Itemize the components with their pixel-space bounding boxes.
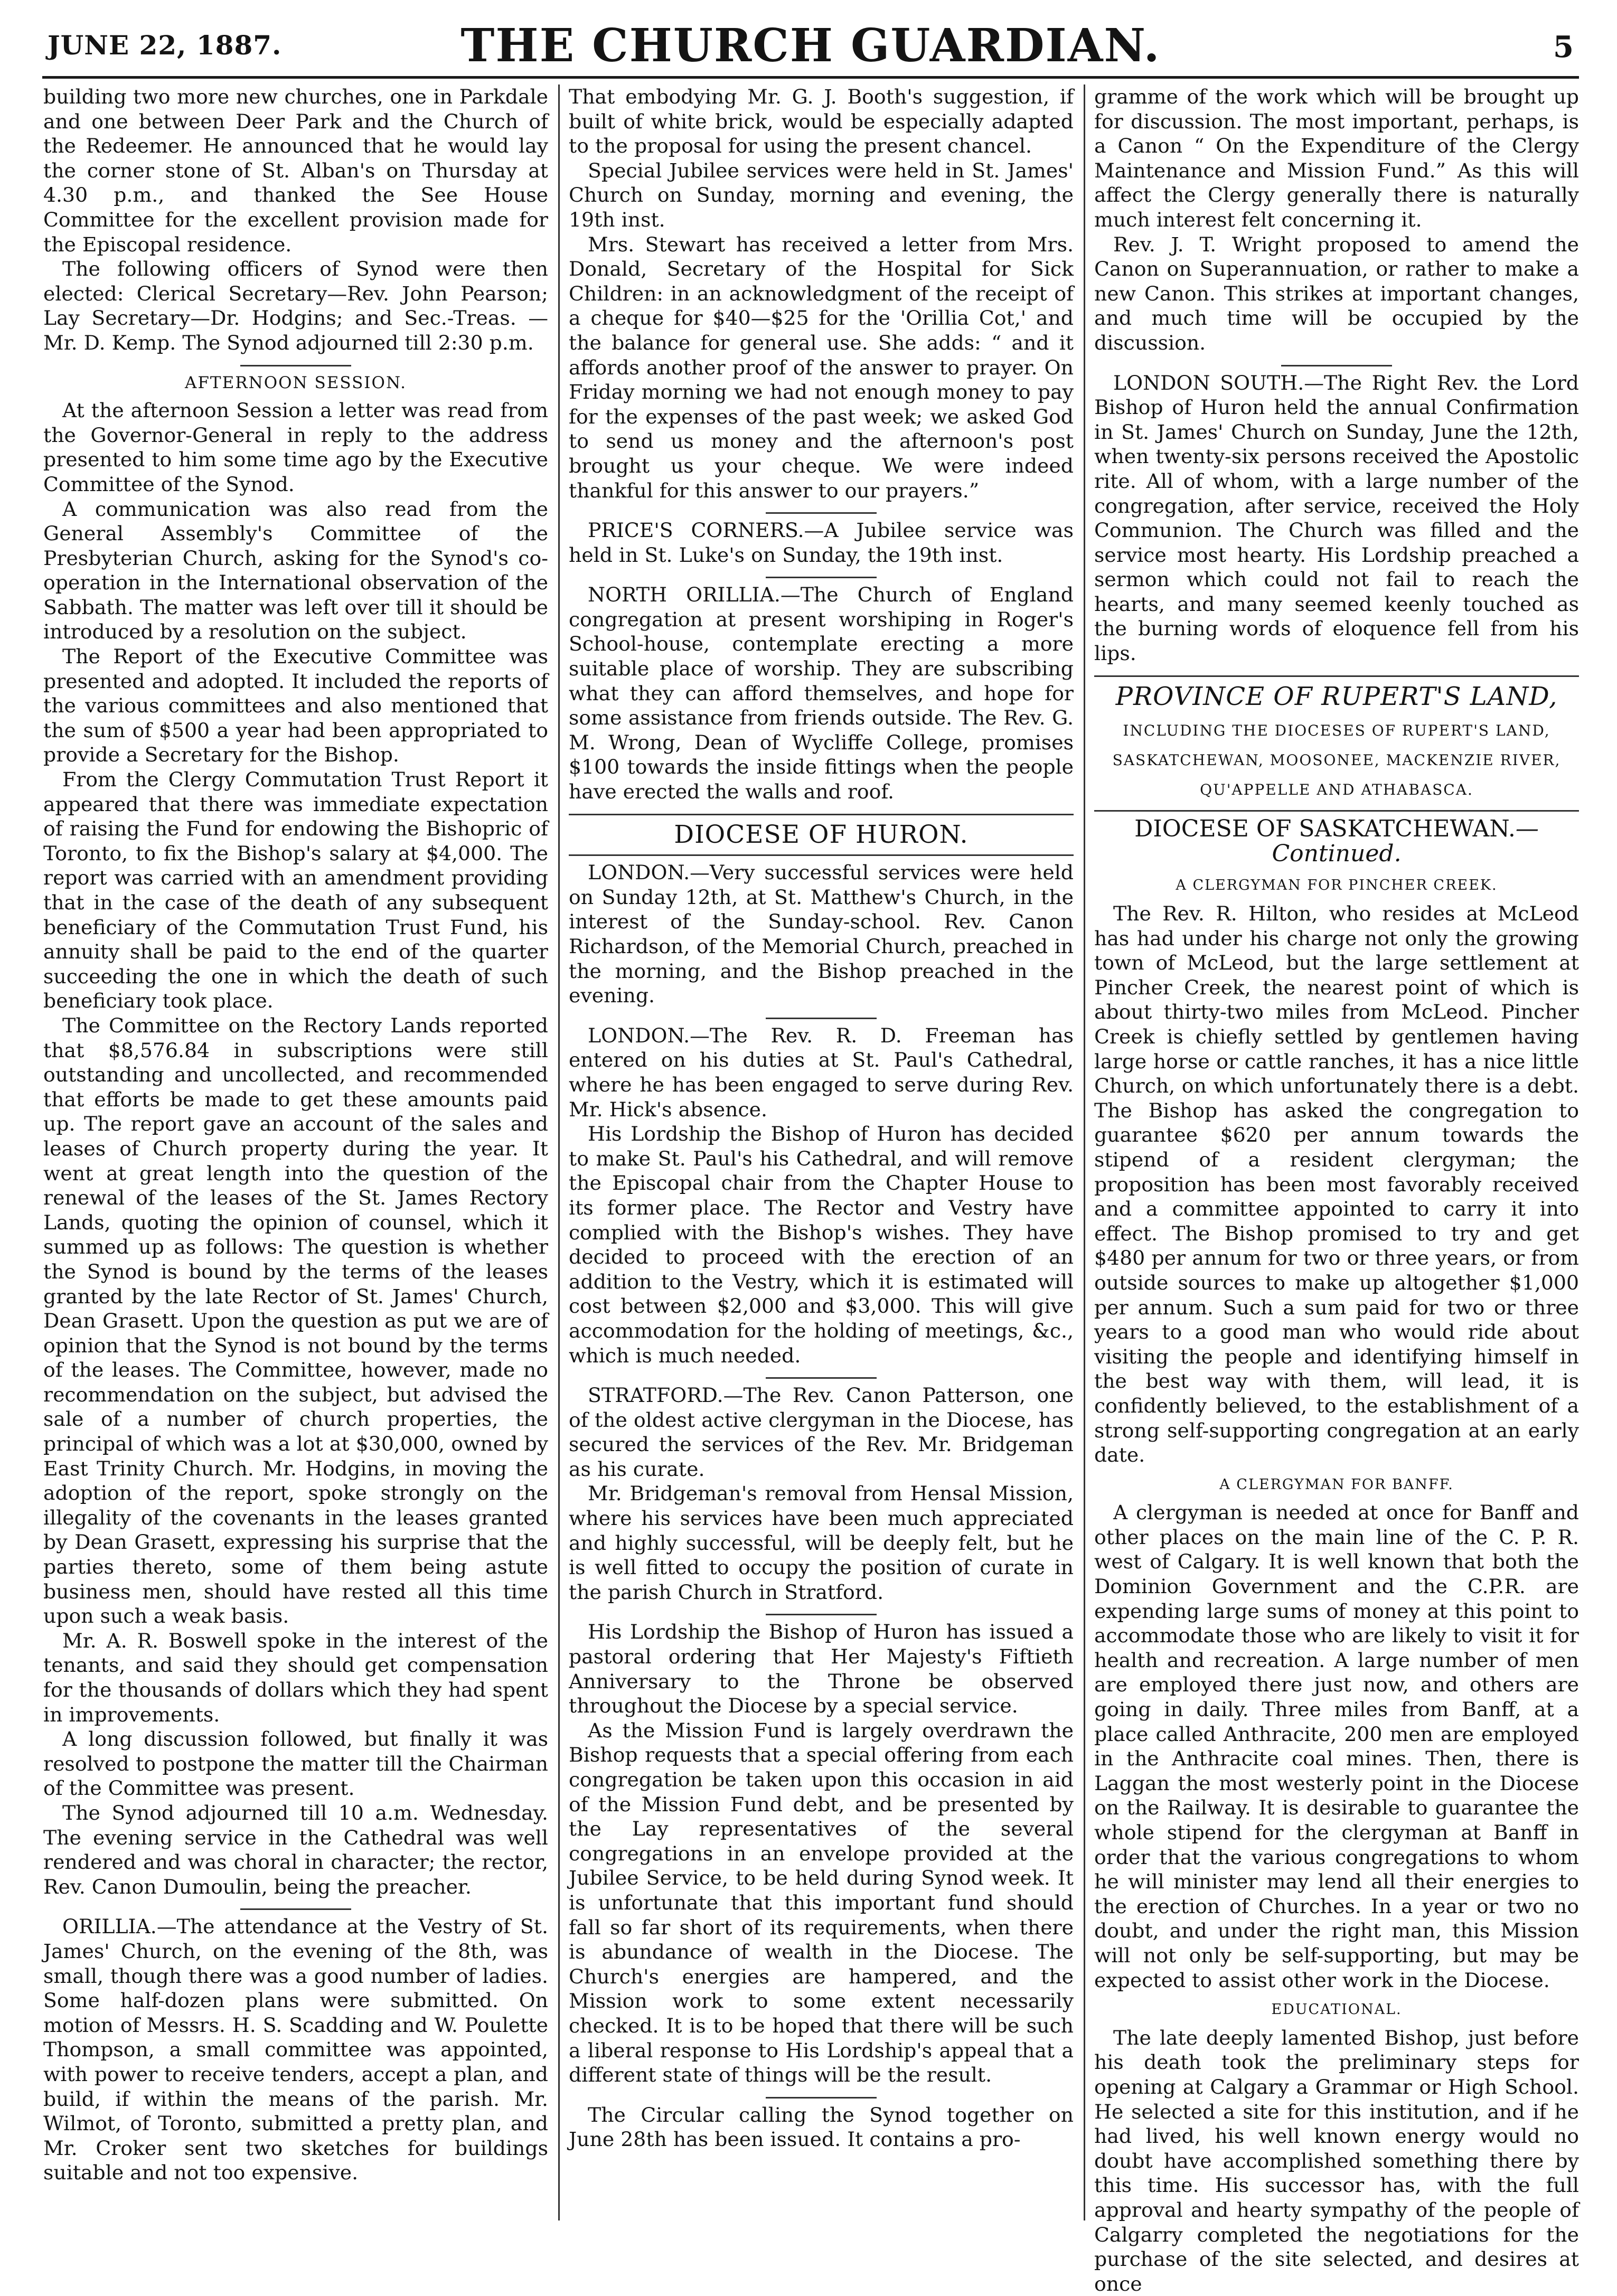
article-paragraph: That embodying Mr. G. J. Booth's suggestion, if built of white brick, would be especially adapted to the proposal for using the present chancel.: [569, 85, 1074, 158]
item-text: —The Church of England congregation at present worshiping in Roger's School-house, contemplate erecting a more suitable place of worship. They are subscribing what they can afford themselves, and hope for some assistance from friends outside. The Rev. G. M. Wrong, Dean of Wycliffe College, promises $100 towards the inside fittings when the people have erected the walls and roof.: [569, 583, 1074, 804]
article-paragraph: The Rev. R. Hilton, who resides at McLeod has had under his charge not only the growing town of McLeod, but the large settlement at Pincher Creek, the nearest point of which is about thirty-two miles from McLeod. Pincher Creek is chiefly settled by gentlemen having large horse or cattle ranches, it has a nice little Church, on which unfortunately there is a debt. The Bishop has asked the congregation to guarantee $620 per annum towards the stipend of a resident clergyman; the proposition has been most favorably received and a committee appointed to carry it into effect. The Bishop promised to try and get $480 per annum for two or three years, or from outside sources to make up altogether $1,000 per annum. Such a sum paid for two or three years to a good man who would ride about visiting the people and identifying himself in the best way with them, will lead, it is confidently believed, to the establishment of a strong self-supporting congregation at an early date.: [1094, 902, 1579, 1467]
column-3: [1094, 84, 1579, 2295]
section-rule: [766, 1377, 877, 1379]
section-rule: [766, 1614, 877, 1615]
province-heading: PROVINCE OF RUPERT'S LAND,: [1115, 681, 1558, 711]
article-paragraph: His Lordship the Bishop of Huron has decided to make St. Paul's his Cathedral, and will remove the Episcopal chair from the Chapter House to its former place. The Rector and Vestry have complied with the Bishop's wishes. They have decided to proceed with the erection of an addition to the Vestry, which it is estimated will cost between $2,000 and $3,000. This will give accommodation for the holding of meetings, &c., which is much needed.: [569, 1122, 1074, 1367]
page-number: 5: [1553, 30, 1574, 64]
article-paragraph: The Committee on the Rectory Lands reported that $8,576.84 in subscriptions were still outstanding and uncollected, and recommended that efforts be made to get these amounts paid up. The report gave an account of the sales and leases of Church property during the year. It went at great length into the question of the renewal of the leases of the St. James Rectory Lands, quoting the opinion of counsel, which it summed up as follows: The question is whether the Synod is bound by the terms of the leases granted by the late Rector of St. James' Church, Dean Grasett. Upon the question as put we are of opinion that the Synod is not bound by the terms of the leases. The Committee, however, made no recommendation on the subject, but advised the sale of a number of church properties, the principal of which was a lot at $30,000, owned by East Trinity Church. Mr. Hodgins, in moving the adoption of the report, spoke strongly on the illegality of the covenants in the leases granted by Dean Grasett, expressing his surprise that the parties thereto, some of them being astute business men, should have rested all this time upon such a weak basis.: [43, 1013, 548, 1628]
article-paragraph: Mr. A. R. Boswell spoke in the interest of the tenants, and said they should get compensation for the thousands of dollars which they had spent in improvements.: [43, 1629, 548, 1726]
article-paragraph: At the afternoon Session a letter was read from the Governor-General in reply to the address presented to him some time ago by the Executive Committee of the Synod.: [43, 399, 548, 496]
article-paragraph: A communication was also read from the General Assembly's Committee of the Presbyterian Church, asking for the Synod's co-operation in the International observation of the Sabbath. The matter was left over till it should be introduced by a resolution on the subject.: [43, 497, 548, 644]
item-lead: LONDON.: [588, 1023, 690, 1047]
newspaper-title: THE CHURCH GUARDIAN.: [460, 19, 1161, 72]
item-lead: LONDON SOUTH.: [1113, 371, 1304, 394]
section-rule: [1094, 675, 1579, 677]
article-paragraph: The following officers of Synod were then elected: Clerical Secretary—Rev. John Pearson; Lay Secretary—Dr. Hodgins; and Sec.-Treas. —Mr. D. Kemp. The Synod adjourned till 2:30 p.m.: [43, 257, 548, 354]
article-paragraph: The Synod adjourned till 10 a.m. Wednesday. The evening service in the Cathedral was well rendered and was choral in character; the rector, Rev. Canon Dumoulin, being the preacher.: [43, 1801, 548, 1898]
article-paragraph: The Report of the Executive Committee was presented and adopted. It included the reports of the various committees and also mentioned that the sum of $500 a year had been appropriated to provide a Secretary for the Bishop.: [43, 645, 548, 767]
item-lead: NORTH ORILLIA.: [588, 583, 781, 607]
orillia-item: [43, 1914, 548, 2185]
section-rule: [766, 2097, 877, 2099]
article-paragraph: Rev. J. T. Wright proposed to amend the Canon on Superannuation, or rather to make a new Canon. This strikes at important changes, and much time will be occupied by the discussion.: [1094, 232, 1579, 354]
london-south-item: [1094, 371, 1579, 666]
article-paragraph: A long discussion followed, but finally it was resolved to postpone the matter till the Chairman of the Committee was present.: [43, 1727, 548, 1800]
masthead: [42, 14, 1579, 79]
including-line: SASKATCHEWAN, MOOSONEE, MACKENZIE RIVER,: [1112, 751, 1561, 769]
including-dioceses: [1094, 716, 1579, 805]
section-rule: [766, 577, 877, 578]
item-text: —The Right Rev. the Lord Bishop of Huron held the annual Confirmation in St. James' Church on Sunday, June the 12th, when twenty-six persons received the Apostolic rite. All of whom, with a large number of the congregation, after service, received the Holy Communion. The Church was filled and the service most hearty. His Lordship preached a sermon which could not fail to reach the hearts, and many seemed keenly touched as the burning words of eloquence fell from his lips.: [1094, 371, 1579, 665]
london-item: [569, 860, 1074, 1008]
article-paragraph: gramme of the work which will be brought up for discussion. The most important, perhaps, is a Canon “ On the Expenditure of the Clergy Maintenance and Mission Fund.” As this will affect the Clergy generally there is naturally much interest felt concerning it.: [1094, 85, 1579, 231]
afternoon-session-heading: AFTERNOON SESSION.: [185, 373, 407, 392]
article-paragraph: Special Jubilee services were held in St. James' Church on Sunday, morning and evening, the 19th inst.: [569, 158, 1074, 231]
diocese-name: DIOCESE OF SASKATCHEWAN.: [1134, 815, 1516, 843]
issue-date: JUNE 22, 1887.: [48, 30, 282, 61]
item-lead: ORILLIA.: [62, 1915, 157, 1939]
column-divider: [1084, 84, 1085, 2220]
article-paragraph: A clergyman is needed at once for Banff and other places on the main line of the C. P. R. west of Calgary. It is well known that both the Dominion Government and the C.P.R. are expending large sums of money at this point to accommodate those who are likely to visit it for health and recreation. A large number of men are employed there just now, and others are going in daily. Three miles from Banff, at a place called Anthracite, 200 men are employed in the Anthracite coal mines. Then, there is Laggan the most westerly point in the Diocese on the Railway. It is desirable to guarantee the whole stipend for the clergyman at Banff in order that the various congregations to whom he will minister may lend all their energies to the erection of Churches. In a year or two no doubt, and under the right man, this Mission will not only be self-supporting, but may be expected to assist other work in the Diocese.: [1094, 1501, 1579, 1992]
diocese-of-huron-heading: DIOCESE OF HURON.: [674, 820, 969, 849]
article-paragraph: The late deeply lamented Bishop, just before his death took the preliminary steps for opening at Calgary a Grammar or High School. He selected a site for this institution, and if he had lived, his well known energy would no doubt have accomplished something there by this time. His successor has, with the full approval and hearty sympathy of the people of Calgarry completed the negotiations for the purchase of the site selected, and desires at once: [1094, 2026, 1579, 2295]
including-line: QU'APPELLE AND ATHABASCA.: [1200, 781, 1473, 799]
article-paragraph: Mrs. Stewart has received a letter from Mrs. Donald, Secretary of the Hospital for Sick Children: in an acknowledgment of the receipt of a cheque for $40—$25 for the 'Orillia Cot,' and the balance for general use. She adds: “ and it affords another proof of the answer to prayer. On Friday morning we had not enough money to pay for the expenses of the past week; we asked God to send us money and the afternoon's post brought us your cheque. We were indeed thankful for this answer to our prayers.”: [569, 232, 1074, 502]
item-lead: PRICE'S CORNERS.: [588, 519, 804, 542]
section-rule: [1094, 810, 1579, 812]
section-rule: [240, 1908, 351, 1910]
column-2: [569, 84, 1074, 2220]
stratford-item: [569, 1383, 1074, 1481]
column-1: [43, 84, 548, 2220]
including-line: INCLUDING THE DIOCESES OF RUPERT'S LAND,: [1123, 722, 1550, 740]
saskatchewan-heading: [1094, 817, 1579, 866]
article-paragraph: From the Clergy Commutation Trust Report it appeared that there was immediate expectation of raising the Fund for endowing the Bishopric of Toronto, to fix the Bishop's salary at $4,000. The report was carried with an amendment providing that in the case of the death of any subsequent beneficiary of the Commutation Trust Fund, his annuity shall be paid to the end of the quarter succeeding the one in which the death of such beneficiary took place.: [43, 768, 548, 1013]
pincher-creek-heading: A CLERGYMAN FOR PINCHER CREEK.: [1176, 877, 1498, 894]
item-lead: LONDON.: [588, 861, 690, 884]
section-rule: [569, 854, 1074, 856]
item-text: —The attendance at the Vestry of St. James' Church, on the evening of the 8th, was small, though there was a good number of ladies. Some half-dozen plans were submitted. On motion of Messrs. H. S. Scadding and W. Poulette Thompson, a small committee was appointed, with power to receive tenders, accept a plan, and build, if within the means of the parish. Mr. Wilmot, of Toronto, submitted a pretty plan, and Mr. Croker sent two sketches for buildings suitable and not too expensive.: [43, 1915, 548, 2185]
column-divider: [558, 84, 560, 2220]
banff-heading: A CLERGYMAN FOR BANFF.: [1219, 1476, 1454, 1493]
london-item: [569, 1023, 1074, 1122]
north-orillia-item: [569, 582, 1074, 804]
article-paragraph: Mr. Bridgeman's removal from Hensal Mission, where his services have been much appreciated and highly successful, will be deeply felt, but he is well fitted to occupy the position of curate in the parish Church in Stratford.: [569, 1482, 1074, 1604]
item-text: —A Jubilee service was held in St. Luke's on Sunday, the 19th inst.: [569, 519, 1074, 567]
item-text: —The Rev. Canon Patterson, one of the oldest active clergyman in the Diocese, has secured the services of the Rev. Mr. Bridgeman as his curate.: [569, 1384, 1074, 1481]
article-paragraph: His Lordship the Bishop of Huron has issued a pastoral ordering that Her Majesty's Fiftieth Anniversary to the Throne be observed throughout the Diocese by a special service.: [569, 1620, 1074, 1718]
continued-label: —Continued.: [1272, 815, 1539, 867]
educational-heading: EDUCATIONAL.: [1271, 2001, 1402, 2018]
section-rule: [240, 365, 351, 366]
section-rule: [766, 1018, 877, 1019]
article-paragraph: As the Mission Fund is largely overdrawn the Bishop requests that a special offering from each congregation be taken upon this occasion in aid of the Mission Fund debt, and be presented by the Lay representatives of the several congregations in an envelope provided at the Jubilee Service, to be held during Synod week. It is unfortunate that this important fund should fall so far short of its requirements, when there is abundance of wealth in the Diocese. The Church's energies are hampered, and the Mission work to some extent necessarily checked. It is to be hoped that there will be such a liberal response to His Lordship's appeal that a different state of things will be the result.: [569, 1718, 1074, 2087]
section-rule: [569, 814, 1074, 815]
article-paragraph: building two more new churches, one in Parkdale and one between Deer Park and the Church of the Redeemer. He announced that he would lay the corner stone of St. Alban's on Thursday at 4.30 p.m., and thanked the See House Committee for the excellent provision made for the Episcopal residence.: [43, 85, 548, 256]
article-paragraph: The Circular calling the Synod together on June 28th has been issued. It contains a pro-: [569, 2103, 1074, 2151]
section-rule: [766, 512, 877, 514]
section-rule: [1281, 365, 1392, 366]
item-text: —The Rev. R. D. Freeman has entered on his duties at St. Paul's Cathedral, where he has been engaged to serve during Rev. Mr. Hick's absence.: [569, 1023, 1074, 1121]
item-text: —Very successful services were held on Sunday 12th, at St. Matthew's Church, in the interest of the Sunday-school. Rev. Canon Richardson, of the Memorial Church, preached in the morning, and the Bishop preached in the evening.: [569, 861, 1074, 1008]
prices-corners-item: [569, 518, 1074, 567]
item-lead: STRATFORD.: [588, 1384, 723, 1407]
